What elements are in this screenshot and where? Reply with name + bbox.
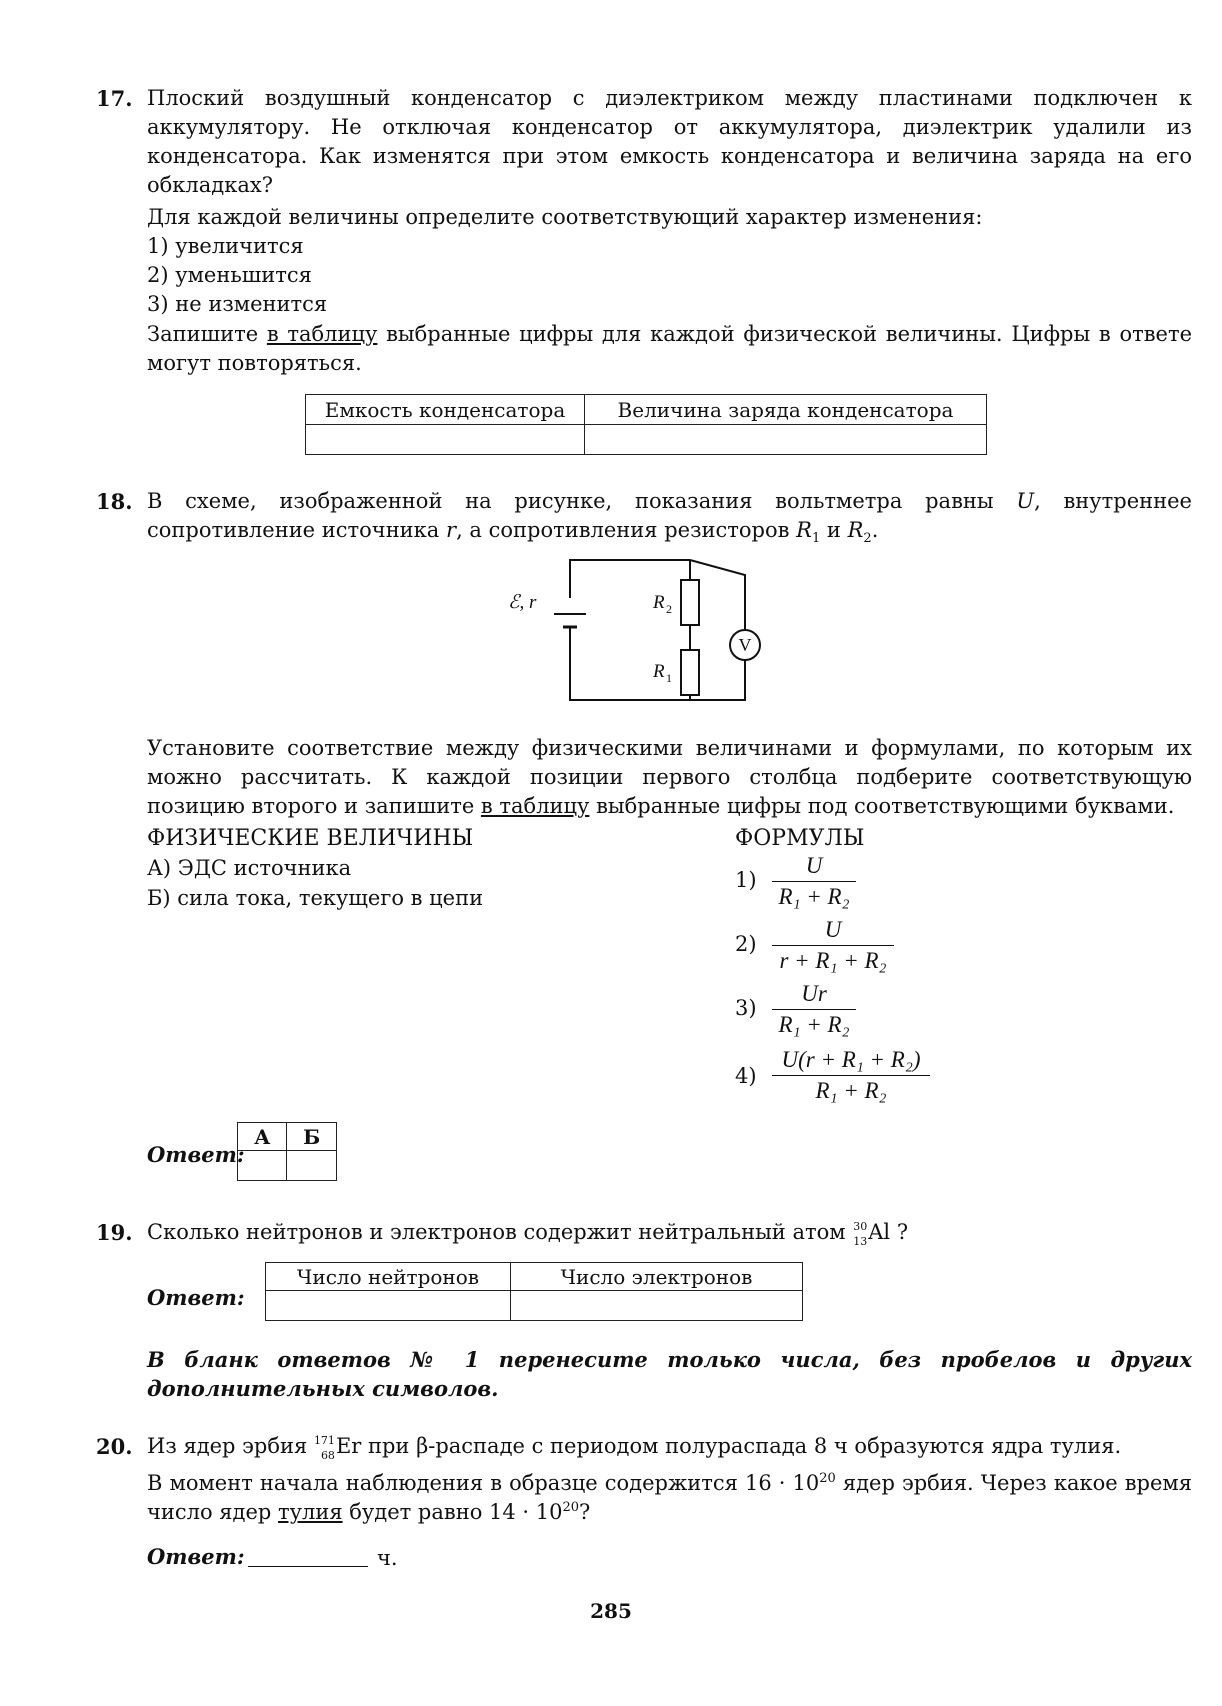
circuit-wire-top <box>570 560 690 598</box>
page-number: 285 <box>590 1599 632 1623</box>
formula-1-label: 1) <box>735 868 757 892</box>
q20-unit: ч. <box>377 1546 398 1570</box>
r1-label: R <box>653 661 665 682</box>
circuit-wire-bottom <box>570 627 690 700</box>
r1-label-sub: 1 <box>666 671 672 685</box>
q17-number: 17. <box>96 86 133 111</box>
q20-text-rest: В момент начала наблюдения в образце содержится $16 \cdot 10^{20}$ ядер эрбия. Через какое время число ядер тулия будет равно $14 \cdot 10^{20}$? <box>147 1471 1193 1524</box>
formula-4-label: 4) <box>735 1064 757 1088</box>
q18-answer-cell-b[interactable] <box>287 1151 337 1181</box>
q17-option-3: 3) не изменится <box>147 292 328 316</box>
resistor-r1 <box>681 650 699 695</box>
q17-header-charge: Величина заряда конденсатора <box>585 395 987 425</box>
q20-answer-field[interactable] <box>248 1566 368 1567</box>
q18-answer-table <box>237 1122 337 1181</box>
er-nuclide-indices: 171 68 <box>313 1433 335 1462</box>
q17-answer-cell-capacity[interactable] <box>306 425 585 455</box>
q17-answer-table <box>305 394 987 455</box>
formula-3-label: 3) <box>735 996 757 1020</box>
formula-1: $\frac{U}{\text{R₁ + R₂}}$ <box>772 851 856 912</box>
q20-number: 20. <box>96 1434 133 1459</box>
q20-thulium-link: тулия <box>278 1500 343 1524</box>
q20-text-line1: Из ядер эрбия 171 68 Er при β-распаде с периодом полураспада 8 ч образуются ядра тулия. <box>147 1433 1122 1462</box>
al-nuclide-indices: 30 13 <box>853 1219 868 1248</box>
q17-text: Плоский воздушный конденсатор с диэлектриком между пластинами подключен к аккумулятору. Не отключая конденсатор от аккумулятора, диэлектрик удалили из конденсатора. Как изменятся при этом емкость конденсатора и величина заряда на его обкладках? <box>147 86 1192 197</box>
q19-header-electrons: Число электронов <box>511 1263 803 1291</box>
q19-note: В бланк ответов № 1 перенесите только числа, без пробелов и других дополнительных символов. <box>147 1347 1192 1401</box>
q19-answer-table <box>265 1262 803 1321</box>
quantity-a: А) ЭДС источника <box>147 856 352 880</box>
formula-3: $\frac{Ur}{\text{R₁ + R₂}}$ <box>772 979 856 1040</box>
resistor-r2 <box>681 580 699 625</box>
circuit-diagram <box>508 550 780 720</box>
voltmeter-label: V <box>738 635 752 655</box>
quantities-header: ФИЗИЧЕСКИЕ ВЕЛИЧИНЫ <box>147 826 474 851</box>
q18-answer-cell-a[interactable] <box>238 1151 287 1181</box>
formulas-header: ФОРМУЛЫ <box>735 826 865 851</box>
q18-header-b: Б <box>287 1123 337 1151</box>
q17-instruction: Для каждой величины определите соответствующий характер изменения: <box>147 205 983 229</box>
formula-4: $\frac{\text{U(r + R₁ + R₂)}}{\text{R₁ + R₂}}$ <box>772 1045 930 1106</box>
q17-option-2: 2) уменьшится <box>147 263 312 287</box>
q18-table-link: в таблицу <box>480 794 590 818</box>
q19-header-neutrons: Число нейтронов <box>266 1263 511 1291</box>
q19-answer-cell-neutrons[interactable] <box>266 1291 511 1321</box>
q17-record-instruction: Запишите в таблицу выбранные цифры для каждой физической величины. Цифры в ответе могут повторяться. <box>147 322 1193 375</box>
source-label: ℰ, r <box>508 592 537 613</box>
q18-number: 18. <box>96 489 133 514</box>
r2-label: R <box>653 592 665 613</box>
formula-2: $\frac{U}{\text{r + R₁ + R₂}}$ <box>772 915 894 976</box>
q19-answer-label: Ответ: <box>147 1285 245 1310</box>
q18-text: В схеме, изображенной на рисунке, показания вольтметра равны U, внутреннее сопротивление источника r, а сопротивления резисторов $R_1$ и $R_2$. <box>147 489 1192 547</box>
q19-number: 19. <box>96 1220 133 1245</box>
al-nuclide-symbol: Al <box>868 1220 891 1244</box>
q19-answer-cell-electrons[interactable] <box>511 1291 803 1321</box>
quantity-b: Б) сила тока, текущего в цепи <box>147 886 484 910</box>
q18-answer-label: Ответ: <box>147 1142 245 1167</box>
q19-text: Сколько нейтронов и электронов содержит нейтральный атом 30 13 Al ? <box>147 1219 909 1248</box>
q17-option-1: 1) увеличится <box>147 234 304 258</box>
er-nuclide-symbol: Er <box>335 1434 362 1458</box>
q20-answer-label: Ответ: <box>147 1544 245 1569</box>
q17-header-capacity: Емкость конденсатора <box>306 395 585 425</box>
formula-2-label: 2) <box>735 932 757 956</box>
q17-answer-cell-charge[interactable] <box>585 425 987 455</box>
q18-header-a: А <box>238 1123 287 1151</box>
q17-table-link: в таблицу <box>266 322 378 346</box>
r2-label-sub: 2 <box>666 602 672 616</box>
q18-instruction: Установите соответствие между физическими величинами и формулами, по которым их можно рассчитать. К каждой позиции первого столбца подберите соответствующую позицию второго и запишите в таблицу выбранные цифры под соответствующими буквами. <box>147 736 1192 818</box>
